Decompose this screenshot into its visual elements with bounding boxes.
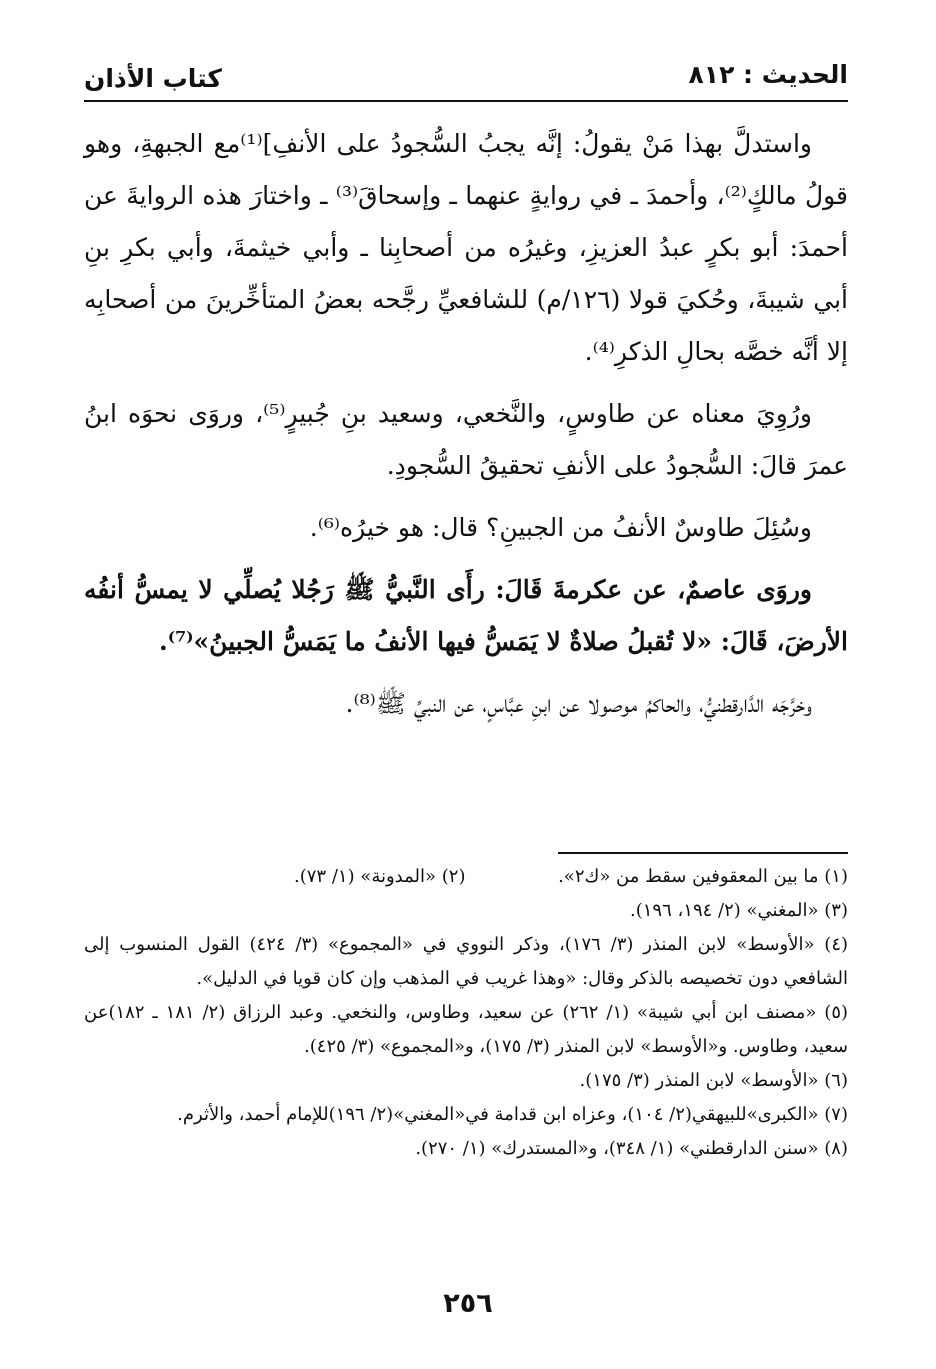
- hadith-number: الحديث : ٨١٢: [688, 60, 848, 89]
- footnote-1: (١) ما بين المعقوفين سقط من «ك٢».: [558, 866, 848, 887]
- footnote-row-1-2: [84, 860, 848, 894]
- book-title: كتاب الأذان: [84, 64, 222, 93]
- paragraph-1: واستدلَّ بهذا مَنْ يقولُ: إنَّه يجبُ السُّجودُ على الأنفِ]⁽¹⁾مع الجبهةِ، وهو قولُ مالكٍ⁽²⁾، وأحمدَ ـ في روايةٍ عنهما ـ وإسحاقَ⁽³⁾ ـ واختارَ هذه الروايةَ عن أحمدَ: أبو بكرٍ عبدُ العزيزِ، وغيرُه من أصحابِنا ـ وأبي خيثمةَ، وأبي بكرِ بنِ أبي شيبةَ، وحُكيَ قولا (١٢٦/م) للشافعيِّ رجَّحه بعضُ المتأخِّرينَ من أصحابِه إلا أنَّه خصَّه بحالِ الذكرِ⁽⁴⁾.: [84, 129, 848, 366]
- footnote-7: (٧) «الكبرى»للبيهقي(٢/ ١٠٤)، وعزاه ابن قدامة في«المغني»(٢/ ١٩٦)للإمام أحمد، والأثرم.: [177, 1104, 848, 1125]
- footnote-8: (٨) «سنن الدارقطني» (١/ ٣٤٨)، و«المستدرك» (١/ ٢٧٠).: [415, 1138, 848, 1159]
- footnotes: [84, 860, 848, 1166]
- footnote-5: (٥) «مصنف ابن أبي شيبة» (١/ ٢٦٢) عن سعيد، وطاوس، والنخعي. وعبد الرزاق (٢/ ١٨١ ـ ١٨٢)عن سعيد، وطاوس. و«الأوسط» لابن المنذر (٣/ ١٧٥)، و«المجموع» (٣/ ٤٢٥).: [84, 1002, 849, 1057]
- paragraph-5: وخرَّجَه الدَّارقطنيُّ، والحاكمُ موصولا عن ابنِ عبَّاسٍ، عن النبيِّ ﷺ⁽⁸⁾.: [345, 689, 812, 718]
- footnote-2: (٢) «المدونة» (١/ ٧٣).: [294, 866, 466, 887]
- hadith-paragraph: وروَى عاصمٌ، عن عكرمةَ قَالَ: رأَى النَّبيُّ ﷺ رَجُلا يُصلِّي لا يمسُّ أنفُه الأرضَ، قَالَ: «لا تُقبلُ صلاةٌ لا يَمَسُّ فيها الأنفُ ما يَمَسُّ الجبينُ»⁽⁷⁾.: [84, 575, 848, 656]
- main-text: [84, 118, 848, 740]
- paragraph-3: وسُئِلَ طاوسٌ الأنفُ من الجبينِ؟ قال: هو خيرُه⁽⁶⁾.: [309, 513, 812, 542]
- running-header: [84, 58, 848, 102]
- page-number: ٢٥٦: [443, 1288, 493, 1319]
- footnote-3: (٣) «المغني» (٢/ ١٩٤، ١٩٦).: [629, 900, 848, 921]
- footnote-separator: [558, 852, 848, 854]
- footnote-6: (٦) «الأوسط» لابن المنذر (٣/ ١٧٥).: [579, 1070, 848, 1091]
- footnote-4: (٤) «الأوسط» لابن المنذر (٣/ ١٧٦)، وذكر النووي في «المجموع» (٣/ ٤٢٤) القول المنسوب إلى الشافعي دون تخصيصه بالذكر وقال: «وهذا غريب في المذهب وإن كان قويا في الدليل».: [84, 934, 849, 989]
- paragraph-2: ورُوِيَ معناه عن طاوسٍ، والنَّخعي، وسعيد بنِ جُبيرٍ⁽⁵⁾، وروَى نحوَه ابنُ عمرَ قالَ: السُّجودُ على الأنفِ تحقيقُ السُّجودِ.: [84, 399, 848, 480]
